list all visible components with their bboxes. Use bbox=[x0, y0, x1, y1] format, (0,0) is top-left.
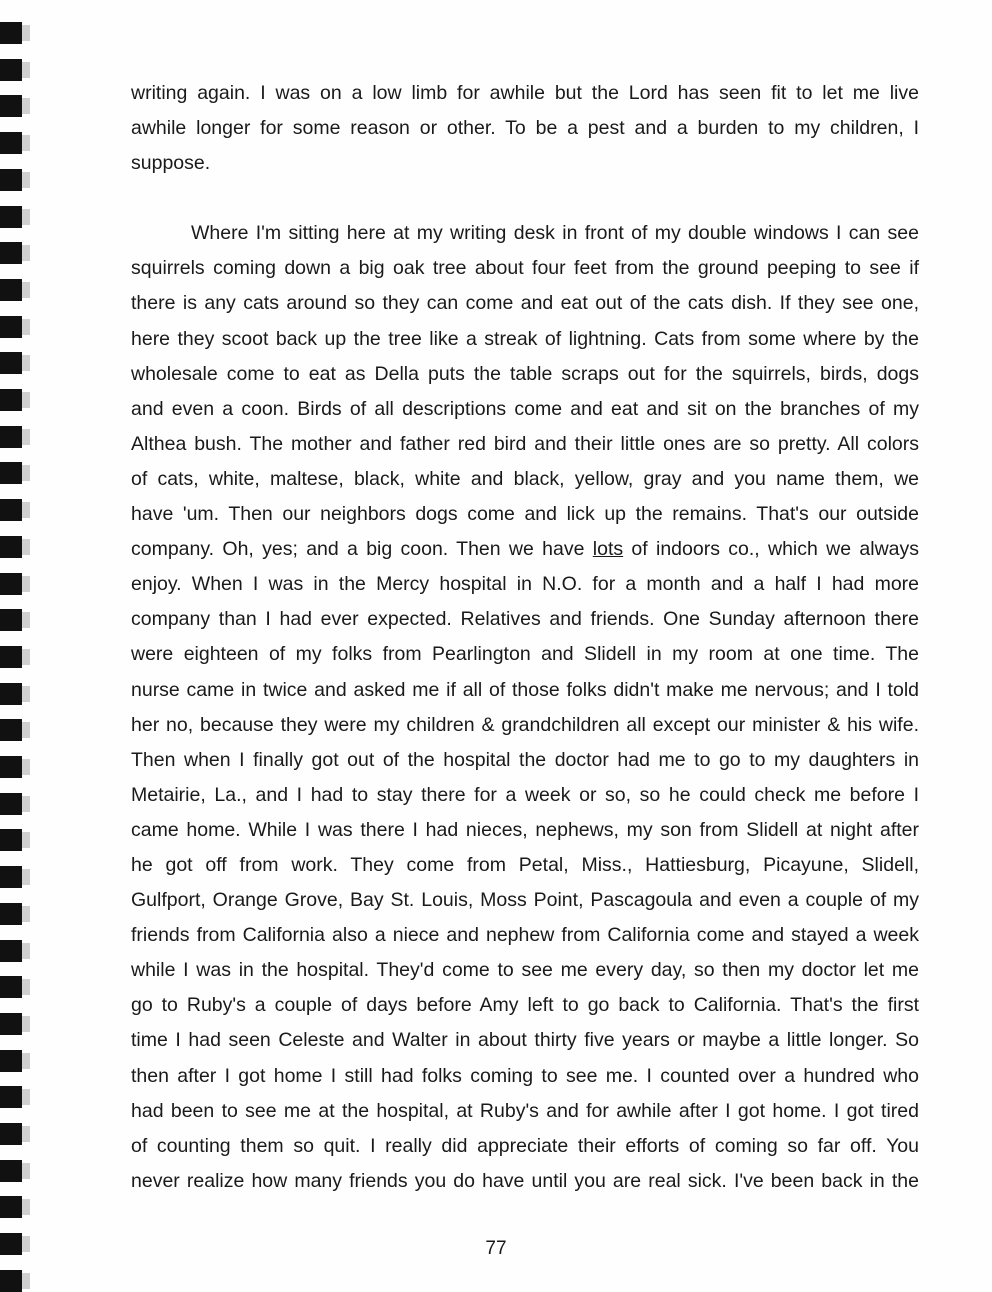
text-line: company than I had ever expected. Relatives and friends. One Sunday afternoon there bbox=[131, 608, 919, 631]
body-text bbox=[131, 76, 919, 1199]
text-segment: of indoors co., which we always bbox=[623, 538, 919, 561]
binding-hole bbox=[0, 573, 22, 595]
binding-hole bbox=[0, 169, 22, 191]
binding-hole bbox=[0, 426, 22, 448]
text-line bbox=[131, 532, 919, 567]
text-line: never realize how many friends you do have until you are real sick. I've been back in the bbox=[131, 1169, 919, 1192]
text-line: and even a coon. Birds of all descriptions come and eat and sit on the branches of my bbox=[131, 397, 919, 420]
text-line: go to Ruby's a couple of days before Amy left to go back to California. That's the first bbox=[131, 994, 919, 1017]
text-line: came home. While I was there I had nieces, nephews, my son from Slidell at night after bbox=[131, 818, 919, 841]
binding-hole bbox=[0, 1160, 22, 1182]
binding-hole bbox=[0, 389, 22, 411]
binding-hole bbox=[0, 719, 22, 741]
text-line: had been to see me at the hospital, at Ruby's and for awhile after I got home. I got tired bbox=[131, 1099, 919, 1122]
binding-hole bbox=[0, 646, 22, 668]
binding-hole bbox=[0, 976, 22, 998]
binding-hole bbox=[0, 279, 22, 301]
spiral-binding bbox=[0, 0, 40, 1292]
text-line: Gulfport, Orange Grove, Bay St. Louis, Moss Point, Pascagoula and even a couple of my bbox=[131, 889, 919, 912]
text-line: of counting them so quit. I really did appreciate their efforts of coming so far off. You bbox=[131, 1134, 919, 1157]
text-line: her no, because they were my children & grandchildren all except our minister & his wife. bbox=[131, 713, 919, 736]
binding-hole bbox=[0, 940, 22, 962]
binding-hole bbox=[0, 352, 22, 374]
binding-hole bbox=[0, 756, 22, 778]
binding-hole bbox=[0, 1013, 22, 1035]
binding-hole bbox=[0, 536, 22, 558]
text-line: suppose. bbox=[131, 152, 211, 175]
binding-hole bbox=[0, 609, 22, 631]
text-line: nurse came in twice and asked me if all of those folks didn't make me nervous; and I told bbox=[131, 678, 919, 701]
text-line: then after I got home I still had folks coming to see me. I counted over a hundred who bbox=[131, 1064, 919, 1087]
text-line: of cats, white, maltese, black, white and black, yellow, gray and you name them, we bbox=[131, 467, 919, 490]
binding-hole bbox=[0, 1086, 22, 1108]
text-line: were eighteen of my folks from Pearlington and Slidell in my room at one time. The bbox=[131, 643, 919, 666]
binding-hole bbox=[0, 22, 22, 44]
binding-hole bbox=[0, 242, 22, 264]
binding-hole bbox=[0, 1050, 22, 1072]
binding-hole bbox=[0, 206, 22, 228]
text-line: Metairie, La., and I had to stay there for a week or so, so he could check me before I bbox=[131, 783, 919, 806]
underlined-word: lots bbox=[592, 538, 624, 561]
binding-hole bbox=[0, 683, 22, 705]
binding-hole bbox=[0, 903, 22, 925]
binding-hole bbox=[0, 132, 22, 154]
text-segment: company. Oh, yes; and a big coon. Then we have bbox=[131, 538, 593, 561]
text-line: while I was in the hospital. They'd come to see me every day, so then my doctor let me bbox=[131, 959, 919, 982]
binding-hole bbox=[0, 1196, 22, 1218]
text-line: wholesale come to eat as Della puts the table scraps out for the squirrels, birds, dogs bbox=[131, 362, 919, 385]
text-line: enjoy. When I was in the Mercy hospital in N.O. for a month and a half I had more bbox=[131, 573, 919, 596]
text-line: squirrels coming down a big oak tree about four feet from the ground peeping to see if bbox=[131, 257, 919, 280]
binding-hole bbox=[0, 866, 22, 888]
text-line: have 'um. Then our neighbors dogs come and lick up the remains. That's our outside bbox=[131, 503, 919, 526]
binding-hole bbox=[0, 95, 22, 117]
text-line: awhile longer for some reason or other. To be a pest and a burden to my children, I bbox=[131, 117, 919, 140]
text-line: Then when I finally got out of the hospital the doctor had me to go to my daughters in bbox=[131, 748, 919, 771]
text-line: writing again. I was on a low limb for awhile but the Lord has seen fit to let me live bbox=[131, 82, 919, 104]
binding-hole bbox=[0, 462, 22, 484]
text-line: Where I'm sitting here at my writing desk in front of my double windows I can see bbox=[191, 222, 919, 245]
binding-hole bbox=[0, 499, 22, 521]
page-number: 77 bbox=[485, 1238, 507, 1259]
text-line: he got off from work. They come from Petal, Miss., Hattiesburg, Picayune, Slidell, bbox=[131, 853, 919, 876]
text-line: friends from California also a niece and nephew from California come and stayed a week bbox=[131, 924, 919, 947]
binding-hole bbox=[0, 1123, 22, 1145]
binding-hole bbox=[0, 59, 22, 81]
text-line: Althea bush. The mother and father red bird and their little ones are so pretty. All colors bbox=[131, 432, 919, 455]
binding-hole bbox=[0, 793, 22, 815]
text-line: there is any cats around so they can come and eat out of the cats dish. If they see one, bbox=[131, 292, 919, 315]
binding-hole bbox=[0, 1270, 22, 1292]
text-line: time I had seen Celeste and Walter in about thirty five years or maybe a little longer. So bbox=[131, 1029, 919, 1052]
text-line: here they scoot back up the tree like a streak of lightning. Cats from some where by the bbox=[131, 327, 919, 350]
binding-hole bbox=[0, 316, 22, 338]
binding-hole bbox=[0, 829, 22, 851]
